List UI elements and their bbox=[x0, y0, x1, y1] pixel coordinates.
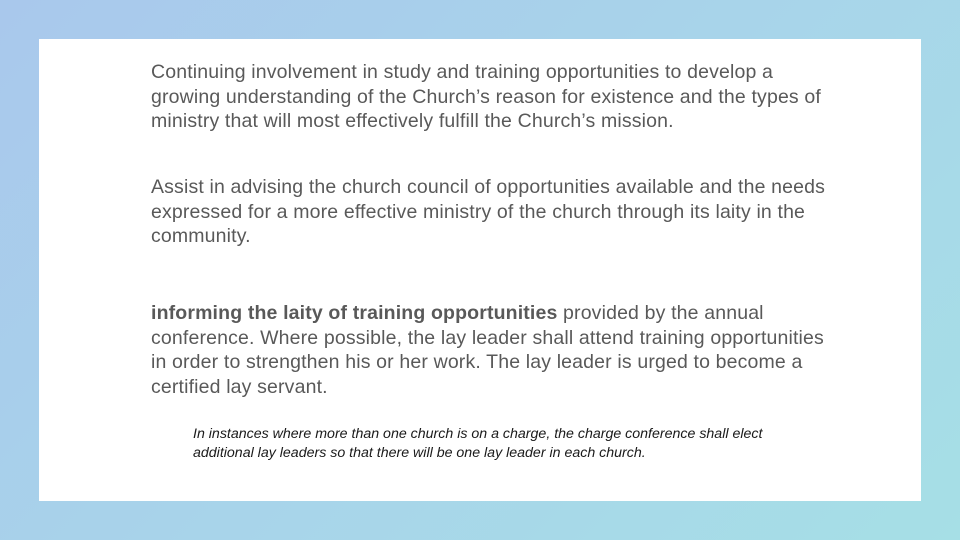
paragraph-informing-laity bbox=[151, 301, 841, 400]
note-multiple-churches: In instances where more than one church is on a charge, the charge conference shall elect additional lay leaders so that there will be one lay leader in each church. bbox=[193, 426, 763, 461]
slide-content-panel bbox=[39, 39, 921, 501]
paragraph-advise-council: Assist in advising the church council of opportunities available and the needs expressed for a more effective ministry of the church through its laity in the community. bbox=[151, 176, 826, 248]
paragraph-informing-laity-bold-lead: informing the laity of training opportunities bbox=[151, 302, 558, 324]
paragraph-informing-laity-rest: provided by the annual conference. Where possible, the lay leader shall attend training opportunities in order to strengthen his or her work. The lay leader is urged to become a certified lay servant. bbox=[151, 302, 824, 399]
paragraph-study-training: Continuing involvement in study and training opportunities to develop a growing understanding of the Church’s reason for existence and the types of ministry that will most effectively fulfill the Church’s mission. bbox=[151, 61, 821, 133]
